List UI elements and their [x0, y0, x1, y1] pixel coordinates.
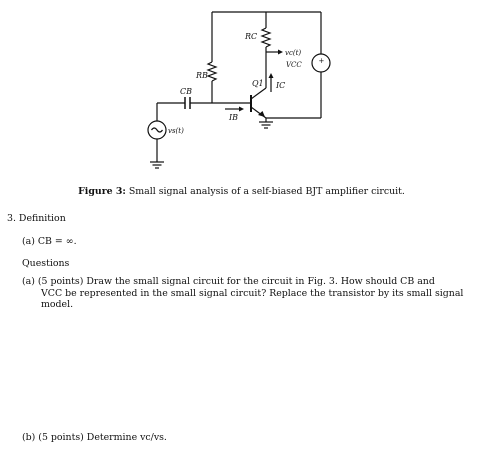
question-a-line1: (a) (5 points) Draw the small signal circuit for the circuit in Fig. 3. How should CB and [22, 276, 435, 287]
ic-label: IC [276, 81, 286, 90]
q1-emitter-arrow [258, 111, 265, 117]
question-a-line2: VCC be represented in the small signal circuit? Replace the transistor by its small signal [41, 287, 464, 299]
figure-caption-prefix: Figure 3: [78, 186, 126, 197]
vc-label: vc(t) [285, 49, 302, 57]
rc-label: RC [245, 32, 258, 41]
questions-heading: Questions [22, 258, 70, 269]
figure-caption [0, 186, 483, 197]
question-a-line3: model. [41, 299, 74, 310]
rc-resistor [262, 28, 270, 47]
ib-label: IB [229, 113, 239, 122]
rb-label: RB [196, 71, 208, 80]
q1-label: Q1 [252, 79, 264, 88]
question-b: (b) (5 points) Determine vc/vs. [22, 432, 167, 443]
vcc-plus-sign: + [318, 57, 325, 65]
figure-caption-text: Small signal analysis of a self-biased BJT amplifier circuit. [128, 186, 405, 197]
section-heading: 3. Definition [7, 213, 66, 224]
q1-collector-leg [251, 88, 266, 99]
rb-resistor [208, 62, 216, 81]
vs-label: vs(t) [168, 127, 184, 135]
cb-label: CB [180, 87, 192, 96]
bjt-amplifier-circuit [0, 0, 483, 185]
question-a [22, 276, 478, 311]
vcc-label: VCC [286, 61, 302, 69]
definition-item-a: (a) CB = ∞. [22, 236, 77, 247]
